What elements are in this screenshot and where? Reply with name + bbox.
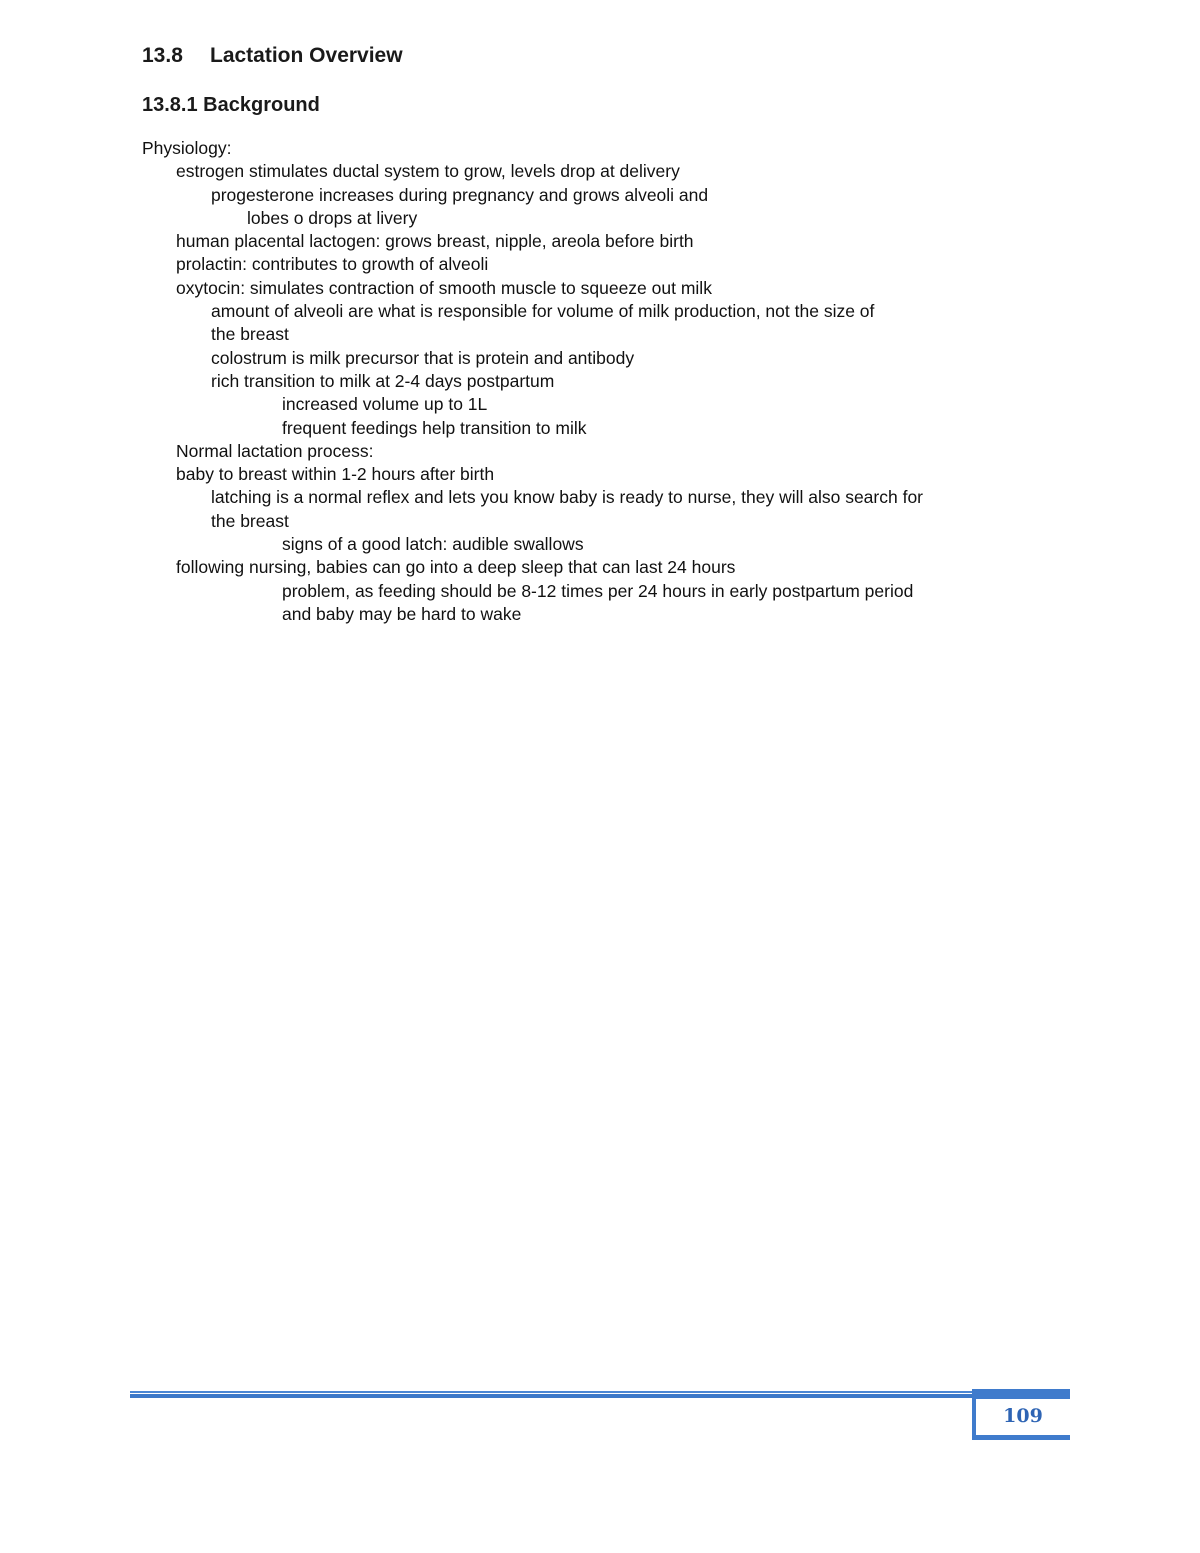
body-line: rich transition to milk at 2-4 days postpartum	[211, 370, 555, 391]
body-line: frequent feedings help transition to milk	[282, 417, 587, 438]
page-number-box-inner	[976, 1399, 1070, 1435]
body-line: colostrum is milk precursor that is protein and antibody	[211, 347, 635, 368]
section-heading	[142, 44, 403, 68]
body-text	[142, 137, 1042, 626]
body-line: problem, as feeding should be 8-12 times per 24 hours in early postpartum period	[282, 580, 914, 601]
body-line: oxytocin: simulates contraction of smooth muscle to squeeze out milk	[176, 277, 712, 298]
section-number: 13.8	[142, 44, 183, 67]
footer-rule-accent	[130, 1394, 1070, 1398]
footer-rule	[130, 1391, 1070, 1393]
body-line: progesterone increases during pregnancy and grows alveoli and	[211, 184, 709, 205]
body-line: human placental lactogen: grows breast, nipple, areola before birth	[176, 231, 694, 252]
body-line: prolactin: contributes to growth of alveoli	[176, 254, 489, 275]
page-number: 109	[1003, 1405, 1043, 1427]
body-line: estrogen stimulates ductal system to grow, levels drop at delivery	[176, 161, 680, 182]
body-line: amount of alveoli are what is responsible for volume of milk production, not the size of	[211, 301, 875, 322]
page-number-box	[972, 1389, 1070, 1440]
body-line: the breast	[211, 324, 289, 345]
body-line: and baby may be hard to wake	[282, 603, 522, 624]
body-line: latching is a normal reflex and lets you know baby is ready to nurse, they will also search for	[211, 487, 924, 508]
body-line: Physiology:	[142, 138, 232, 158]
body-line: following nursing, babies can go into a deep sleep that can last 24 hours	[176, 557, 736, 578]
subsection-heading: 13.8.1 Background	[142, 94, 320, 116]
body-line: lobes o drops at livery	[247, 207, 418, 228]
body-line: increased volume up to 1L	[282, 394, 488, 415]
body-line: the breast	[211, 510, 289, 531]
body-line: signs of a good latch: audible swallows	[282, 534, 584, 555]
body-line: Normal lactation process:	[176, 440, 374, 461]
section-title: Lactation Overview	[210, 44, 403, 67]
body-line: baby to breast within 1-2 hours after birth	[176, 464, 495, 485]
